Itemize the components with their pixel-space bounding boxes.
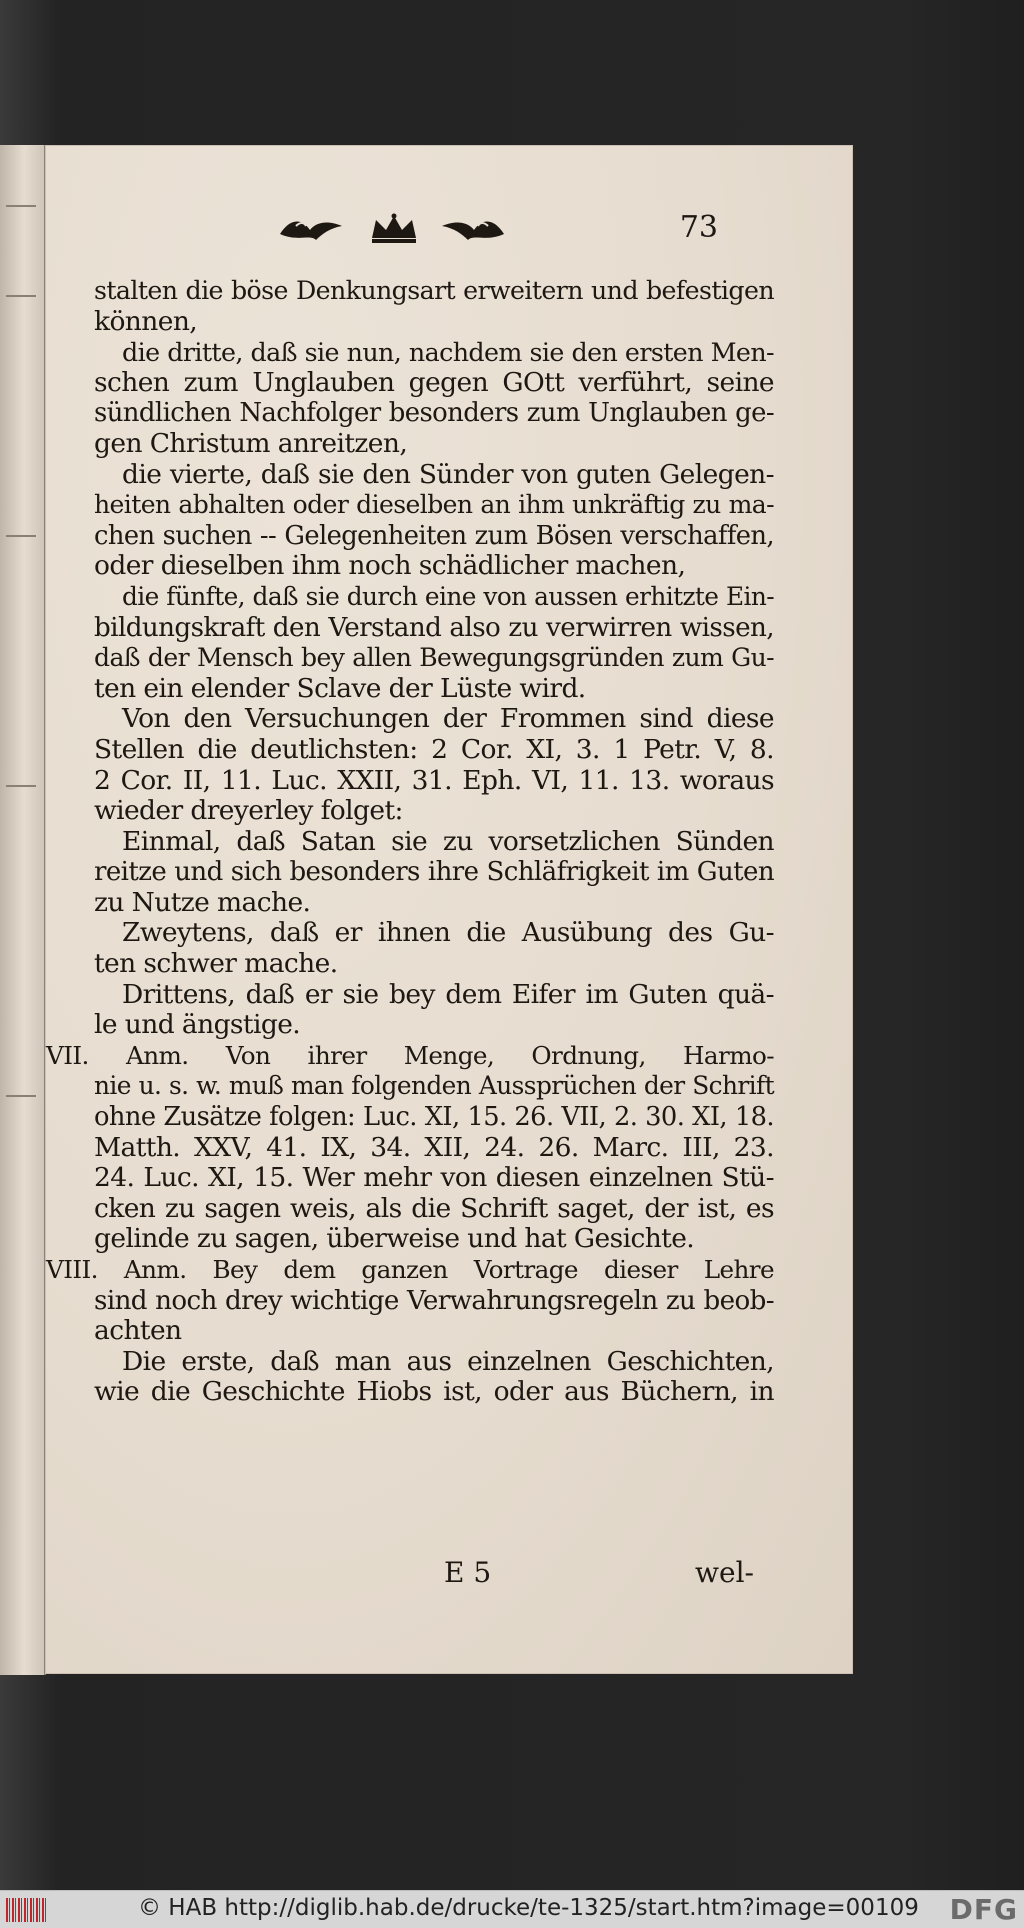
text-line: Einmal, daß Satan sie zu vorsetzlichen Sünden bbox=[122, 825, 774, 857]
text-line: le und ängstige. bbox=[94, 1009, 301, 1041]
source-credit: © HAB http://diglib.hab.de/drucke/te-1325/start.htm?image=00109 bbox=[138, 1895, 919, 1921]
text-line: Stellen die deutlichsten: 2 Cor. XI, 3. 1 Petr. V, 8. bbox=[94, 733, 774, 765]
text-line: Drittens, daß er sie bey dem Eifer im Guten quä- bbox=[122, 978, 774, 1010]
page-number: 73 bbox=[679, 210, 718, 245]
text-line: Die erste, daß man aus einzelnen Geschichten, bbox=[122, 1345, 774, 1377]
text-line: gen Christum anreitzen, bbox=[94, 427, 408, 459]
text-line: reitze und sich besonders ihre Schläfrigkeit im Guten bbox=[94, 857, 774, 888]
text-line: achten bbox=[94, 1315, 182, 1347]
text-line: bildungskraft den Verstand also zu verwirren wissen, bbox=[94, 612, 774, 643]
barcode-icon bbox=[6, 1898, 46, 1922]
text-line: die dritte, daß sie nun, nachdem sie den ersten Men- bbox=[122, 337, 774, 368]
viewer-footer-bar bbox=[0, 1890, 1024, 1928]
crown-ornament-icon bbox=[366, 212, 422, 246]
page-footer bbox=[94, 1556, 754, 1590]
text-line: chen suchen -- Gelegenheiten zum Bösen verschaffen, bbox=[94, 520, 774, 551]
page-edge-mark bbox=[6, 205, 36, 207]
page-edge-mark bbox=[6, 295, 36, 297]
signature-mark: E 5 bbox=[444, 1556, 492, 1589]
text-line: Zweytens, daß er ihnen die Ausübung des Gu- bbox=[122, 917, 774, 949]
text-line: ten ein elender Sclave der Lüste wird. bbox=[94, 672, 586, 704]
text-line: Von den Versuchungen der Frommen sind diese bbox=[122, 703, 774, 735]
text-line: nie u. s. w. muß man folgenden Aussprüchen der Schrift bbox=[94, 1071, 774, 1101]
text-line: ohne Zusätze folgen: Luc. XI, 15. 26. VII, 2. 30. XI, 18. bbox=[94, 1102, 774, 1133]
leaf-ornament-icon bbox=[438, 212, 508, 246]
dfg-logo: DFG bbox=[949, 1893, 1018, 1926]
text-line: wie die Geschichte Hiobs ist, oder aus Büchern, in bbox=[94, 1376, 774, 1408]
text-line: daß der Mensch bey allen Bewegungsgründen zum Gu- bbox=[94, 643, 774, 673]
page-edge-mark bbox=[6, 1095, 36, 1097]
text-line: sündlichen Nachfolger besonders zum Unglauben ge- bbox=[94, 398, 774, 429]
text-line: stalten die böse Denkungsart erweitern und befestigen bbox=[94, 276, 774, 305]
book-page bbox=[46, 146, 852, 1673]
leaf-ornament-icon bbox=[276, 212, 346, 246]
text-line: gelinde zu sagen, überweise und hat Gesichte. bbox=[94, 1223, 695, 1255]
text-line: VII. Anm. Von ihrer Menge, Ordnung, Harmo- bbox=[46, 1040, 774, 1070]
text-line: zu Nutze mache. bbox=[94, 886, 311, 918]
main-text bbox=[46, 276, 774, 1408]
text-line: oder dieselben ihm noch schädlicher machen, bbox=[94, 550, 686, 582]
left-page-edge bbox=[0, 145, 46, 1675]
text-line: wieder dreyerley folget: bbox=[94, 795, 403, 827]
text-line: Matth. XXV, 41. IX, 34. XII, 24. 26. Marc. III, 23. bbox=[94, 1131, 774, 1163]
page-edge-mark bbox=[6, 785, 36, 787]
page-header bbox=[46, 204, 852, 254]
page-edge-mark bbox=[6, 535, 36, 537]
text-line: 2 Cor. II, 11. Luc. XXII, 31. Eph. VI, 11. 13. woraus bbox=[94, 764, 774, 796]
catchword: wel- bbox=[695, 1556, 754, 1589]
text-line: cken zu sagen weis, als die Schrift saget, der ist, es bbox=[94, 1192, 774, 1224]
text-line: heiten abhalten oder dieselben an ihm unkräftig zu ma- bbox=[94, 490, 774, 520]
text-line: 24. Luc. XI, 15. Wer mehr von diesen einzelnen Stü- bbox=[94, 1162, 774, 1194]
text-line: können, bbox=[94, 305, 198, 337]
text-line: VIII. Anm. Bey dem ganzen Vortrage dieser Lehre bbox=[46, 1255, 774, 1284]
text-line: schen zum Unglauben gegen GOtt verführt, seine bbox=[94, 366, 774, 398]
text-line: die vierte, daß sie den Sünder von guten Gelegen- bbox=[122, 458, 774, 490]
text-line: ten schwer mache. bbox=[94, 948, 338, 980]
text-line: sind noch drey wichtige Verwahrungsregeln zu beob- bbox=[94, 1285, 774, 1316]
text-line: die fünfte, daß sie durch eine von aussen erhitzte Ein- bbox=[122, 581, 774, 611]
